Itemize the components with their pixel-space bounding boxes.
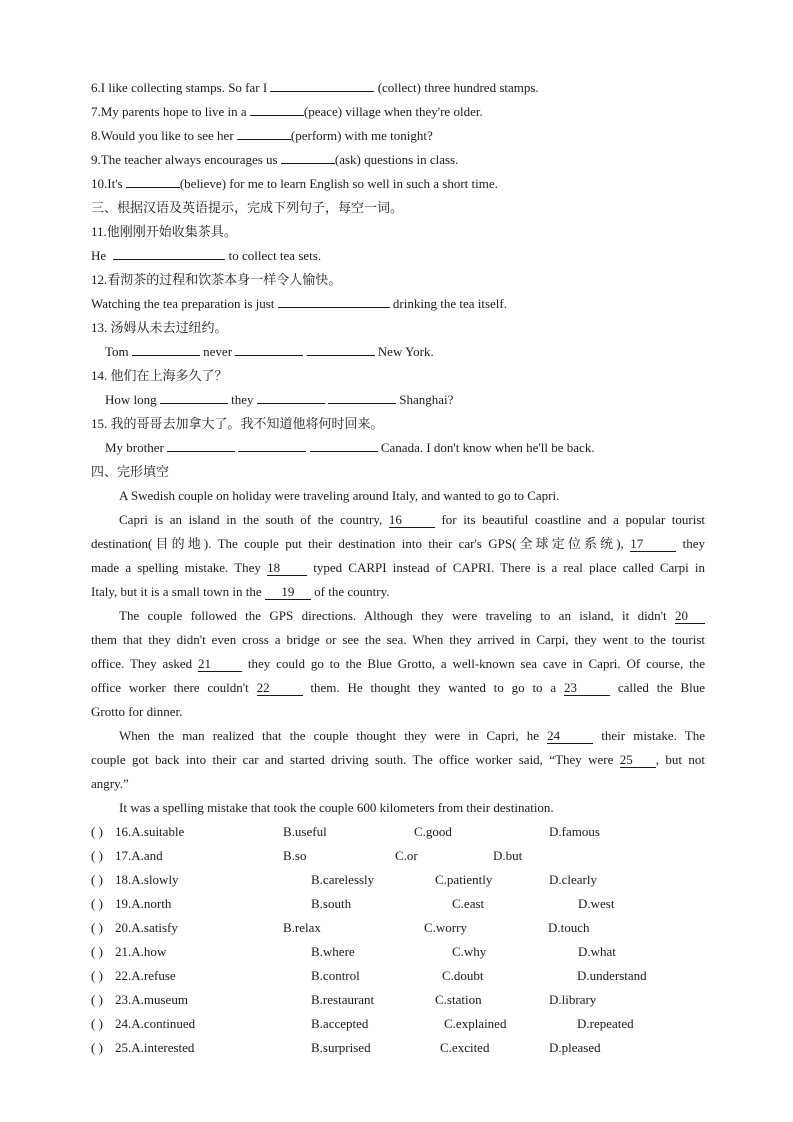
option-a[interactable]: 18.A.slowly <box>115 872 179 887</box>
question-12-english: Watching the tea preparation is just drinking the tea itself. <box>91 292 705 316</box>
option-d[interactable]: D.but <box>493 848 523 863</box>
worksheet-page <box>91 76 705 1060</box>
passage-line: them that they didn't even cross a bridge or see the sea. When they arrived in Carpi, they went to the tourist <box>91 632 705 647</box>
option-c[interactable]: C.station <box>435 992 482 1007</box>
answer-blank[interactable] <box>126 172 180 188</box>
passage-line: destination(目的地). The couple put their destination into their car's GPS(全球定位系统), 17 they <box>91 536 705 551</box>
answer-blank[interactable] <box>257 388 325 404</box>
cloze-blank-18[interactable]: 18 <box>267 560 307 576</box>
answer-blank[interactable] <box>281 148 335 164</box>
passage-line: office. They asked 21 they could go to the Blue Grotto, a well-known sea cave in Capri. Of course, the <box>91 656 705 671</box>
option-c[interactable]: C.explained <box>444 1016 507 1031</box>
answer-blank[interactable] <box>132 340 200 356</box>
passage-paragraph-1: A Swedish couple on holiday were traveling around Italy, and wanted to go to Capri. <box>119 488 560 503</box>
option-a[interactable]: 16.A.suitable <box>115 824 185 839</box>
question-11-english: He to collect tea sets. <box>91 244 705 268</box>
answer-blank[interactable] <box>235 340 303 356</box>
answer-blank[interactable] <box>160 388 228 404</box>
fill-item-8: 8.Would you like to see her (perform) with me tonight? <box>91 124 705 148</box>
option-a[interactable]: 22.A.refuse <box>115 968 176 983</box>
answer-blank[interactable] <box>328 388 396 404</box>
option-c[interactable]: C.patiently <box>435 872 493 887</box>
passage-line: Grotto for dinner. <box>91 704 183 719</box>
choice-row <box>91 844 705 868</box>
cloze-blank-25[interactable]: 25 <box>620 752 656 768</box>
choice-row <box>91 868 705 892</box>
choice-row <box>91 988 705 1012</box>
fill-item-10: 10.It's (believe) for me to learn English so well in such a short time. <box>91 172 705 196</box>
question-11-chinese: 11.他刚刚开始收集茶具。 <box>91 224 237 239</box>
option-b[interactable]: B.useful <box>283 824 327 839</box>
option-a[interactable]: 23.A.museum <box>115 992 188 1007</box>
answer-blank[interactable] <box>237 124 291 140</box>
answer-blank[interactable] <box>307 340 375 356</box>
question-12-chinese: 12.看沏茶的过程和饮茶本身一样令人愉快。 <box>91 272 342 287</box>
choice-row <box>91 916 705 940</box>
option-d[interactable]: D.library <box>549 992 597 1007</box>
choice-row <box>91 820 705 844</box>
question-14-english: How long they Shanghai? <box>91 388 705 412</box>
option-a[interactable]: 19.A.north <box>115 896 172 911</box>
answer-paren[interactable]: ( ) <box>91 944 103 959</box>
cloze-blank-22[interactable]: 22 <box>257 680 303 696</box>
choice-row <box>91 964 705 988</box>
option-d[interactable]: D.repeated <box>577 1016 634 1031</box>
cloze-blank-24[interactable]: 24 <box>547 728 593 744</box>
answer-paren[interactable]: ( ) <box>91 1016 103 1031</box>
answer-paren[interactable]: ( ) <box>91 1040 103 1055</box>
passage-line: Italy, but it is a small town in the 19 of the country. <box>91 584 390 599</box>
answer-paren[interactable]: ( ) <box>91 872 103 887</box>
option-b[interactable]: B.so <box>283 848 307 863</box>
option-b[interactable]: B.control <box>311 968 360 983</box>
cloze-blank-20[interactable]: 20 <box>675 608 705 624</box>
fill-item-9: 9.The teacher always encourages us (ask) questions in class. <box>91 148 705 172</box>
question-15-chinese: 15. 我的哥哥去加拿大了。我不知道他将何时回来。 <box>91 416 384 431</box>
choice-row <box>91 940 705 964</box>
option-b[interactable]: B.surprised <box>311 1040 371 1055</box>
option-d[interactable]: D.pleased <box>549 1040 601 1055</box>
answer-paren[interactable]: ( ) <box>91 896 103 911</box>
choice-row <box>91 1012 705 1036</box>
passage-line: The couple followed the GPS directions. Although they were traveling to an island, it didn't 20 <box>91 604 705 628</box>
answer-blank[interactable] <box>310 436 378 452</box>
answer-paren[interactable]: ( ) <box>91 968 103 983</box>
answer-blank[interactable] <box>250 100 304 116</box>
option-b[interactable]: B.carelessly <box>311 872 375 887</box>
passage-line: Capri is an island in the south of the country, 16 for its beautiful coastline and a popular tourist <box>119 512 705 527</box>
fill-item-7: 7.My parents hope to live in a (peace) village when they're older. <box>91 100 705 124</box>
option-d[interactable]: D.west <box>578 896 615 911</box>
cloze-blank-17[interactable]: 17 <box>630 536 676 552</box>
section-3-heading: 三、根据汉语及英语提示，完成下列句子，每空一词。 <box>91 200 404 215</box>
option-d[interactable]: D.clearly <box>549 872 598 887</box>
option-c[interactable]: C.or <box>395 848 418 863</box>
section-4-heading: 四、完形填空 <box>91 464 170 479</box>
choice-row <box>91 1036 705 1060</box>
question-15-english: My brother Canada. I don't know when he'll be back. <box>91 436 705 460</box>
option-a[interactable]: 25.A.interested <box>115 1040 195 1055</box>
cloze-blank-21[interactable]: 21 <box>198 656 242 672</box>
answer-paren[interactable]: ( ) <box>91 824 103 839</box>
option-b[interactable]: B.south <box>311 896 352 911</box>
answer-blank[interactable] <box>113 244 225 260</box>
answer-paren[interactable]: ( ) <box>91 848 103 863</box>
option-a[interactable]: 20.A.satisfy <box>115 920 178 935</box>
answer-blank[interactable] <box>238 436 306 452</box>
option-c[interactable]: C.excited <box>440 1040 490 1055</box>
option-c[interactable]: C.east <box>452 896 485 911</box>
option-c[interactable]: C.worry <box>424 920 467 935</box>
option-b[interactable]: B.where <box>311 944 355 959</box>
answer-blank[interactable] <box>270 76 374 92</box>
option-c[interactable]: C.doubt <box>442 968 484 983</box>
fill-item-6: 6.I like collecting stamps. So far I (collect) three hundred stamps. <box>91 76 705 100</box>
question-14-chinese: 14. 他们在上海多久了？ <box>91 368 228 383</box>
option-b[interactable]: B.relax <box>283 920 321 935</box>
option-d[interactable]: D.touch <box>548 920 590 935</box>
option-d[interactable]: D.understand <box>577 968 647 983</box>
passage-line: When the man realized that the couple thought they were in Capri, he 24 their mistake. The <box>119 728 705 743</box>
cloze-blank-23[interactable]: 23 <box>564 680 610 696</box>
choice-list <box>91 820 705 1060</box>
answer-paren[interactable]: ( ) <box>91 992 103 1007</box>
answer-blank[interactable] <box>167 436 235 452</box>
passage-paragraph-5: It was a spelling mistake that took the couple 600 kilometers from their destination. <box>119 800 554 815</box>
choice-row <box>91 892 705 916</box>
question-13-chinese: 13. 汤姆从未去过纽约。 <box>91 320 228 335</box>
passage-line: made a spelling mistake. They 18 typed CARPI instead of CAPRI. There is a real place called Carpi in <box>91 560 706 575</box>
option-a[interactable]: 21.A.how <box>115 944 167 959</box>
option-a[interactable]: 24.A.continued <box>115 1016 196 1031</box>
cloze-blank-19[interactable]: 19 <box>265 584 311 600</box>
cloze-blank-16[interactable]: 16 <box>389 512 435 528</box>
passage-line: couple got back into their car and started driving south. The office worker said, “They were 25 , but not <box>91 752 705 767</box>
option-b[interactable]: B.accepted <box>311 1016 369 1031</box>
option-c[interactable]: C.why <box>452 944 487 959</box>
option-c[interactable]: C.good <box>414 824 452 839</box>
option-d[interactable]: D.famous <box>549 824 600 839</box>
question-13-english: Tom never New York. <box>91 340 705 364</box>
option-d[interactable]: D.what <box>578 944 616 959</box>
passage-line: angry.” <box>91 776 129 791</box>
option-a[interactable]: 17.A.and <box>115 848 163 863</box>
answer-paren[interactable]: ( ) <box>91 920 103 935</box>
passage-line: office worker there couldn't 22 them. He thought they wanted to go to a 23 called the Blue <box>91 680 706 695</box>
answer-blank[interactable] <box>278 292 390 308</box>
option-b[interactable]: B.restaurant <box>311 992 375 1007</box>
